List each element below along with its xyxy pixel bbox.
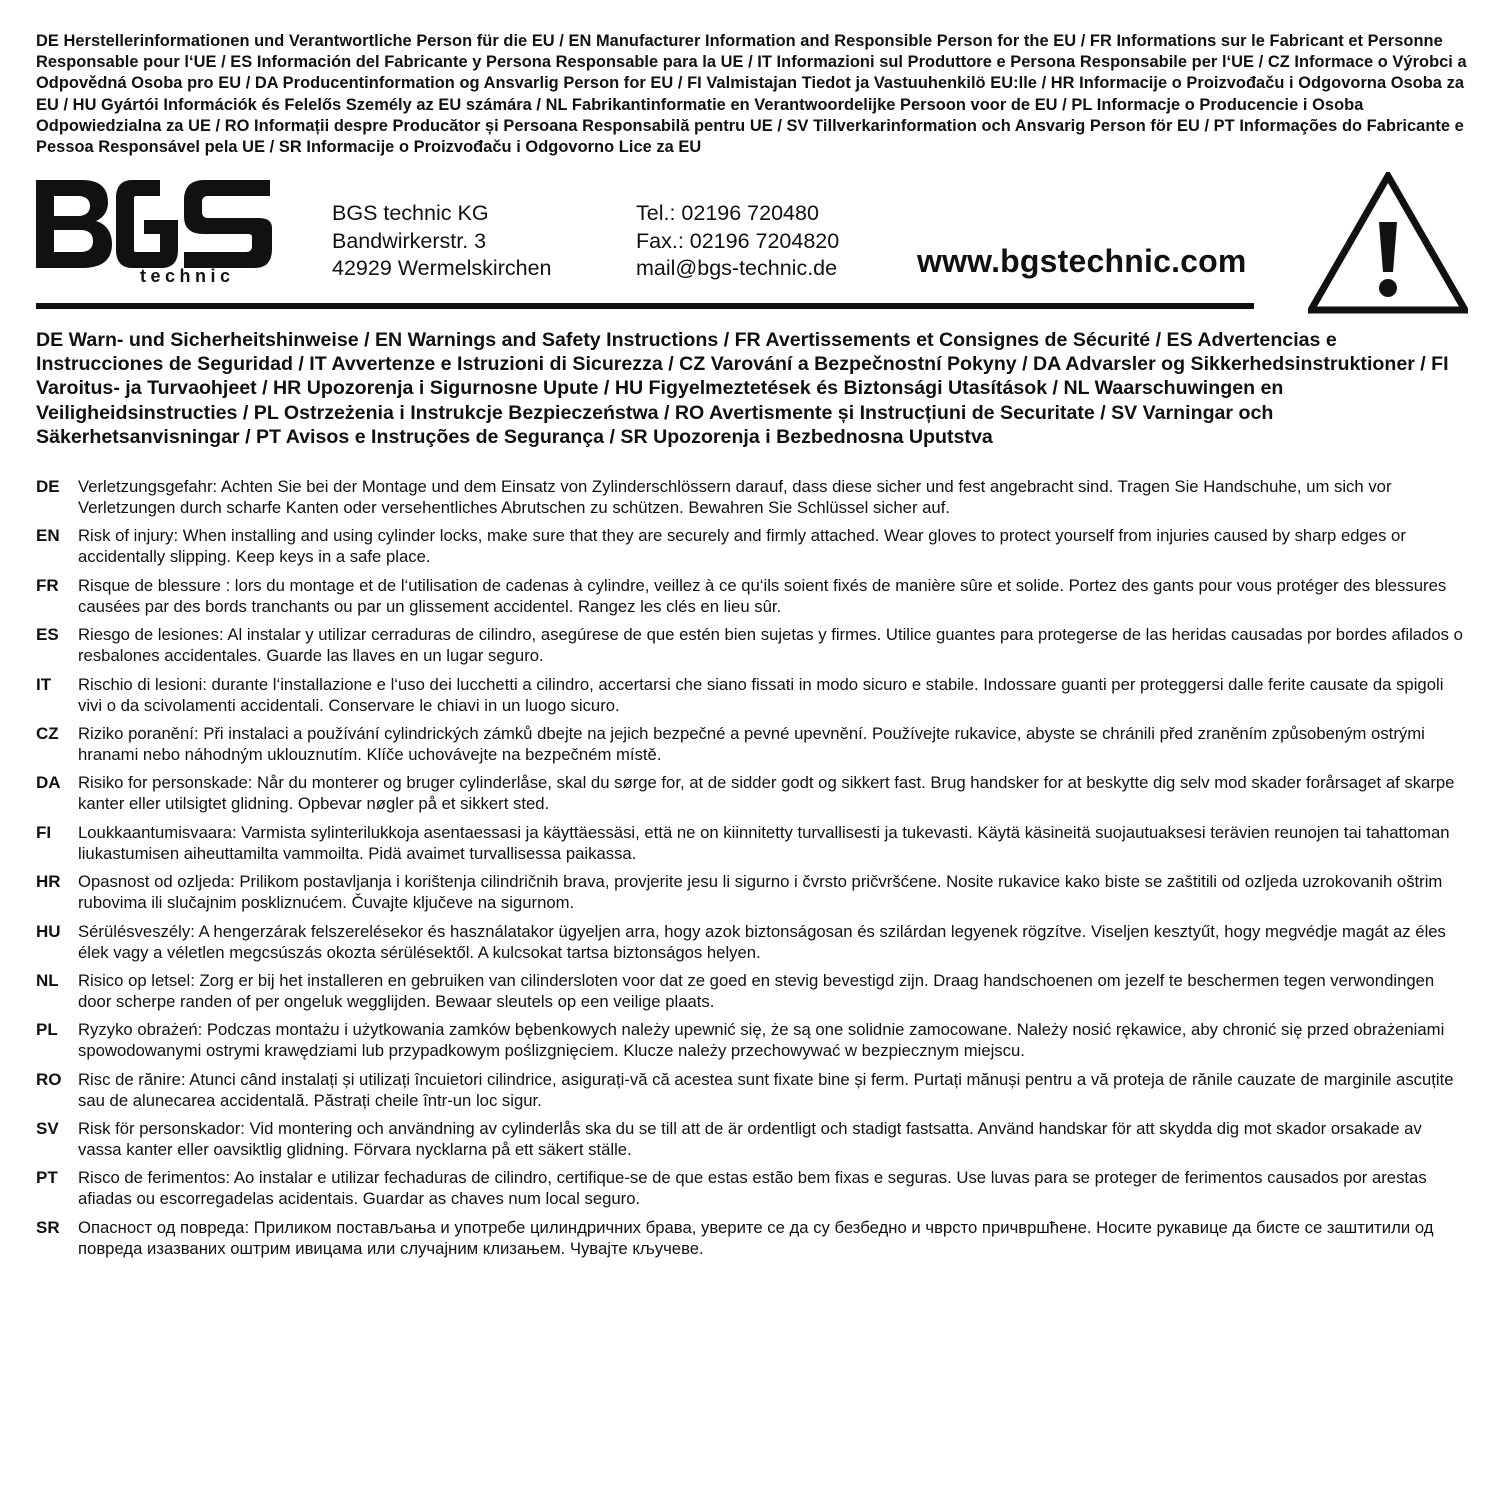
warning-text: Rischio di lesioni: durante l‘installazione e l‘uso dei lucchetti a cilindro, accertarsi che siano fissati in modo sicuro e stabile. Indossare guanti per proteggersi dalle ferite causate da spigoli vivi o da scivolamenti accidentali. Conservare le chiavi in un luogo sicuro. <box>78 674 1444 715</box>
warning-text: Loukkaantumisvaara: Varmista sylinterilukkoja asentaessasi ja käyttäessäsi, että ne on kiinnitetty turvallisesti ja tukevasti. Käytä käsineitä suojautuaksesi terävien reunojen tai tahattoman liukastumisen aiheuttamilta vammoilta. Pidä avaimet turvallisessa paikassa. <box>78 822 1450 863</box>
email-address[interactable]: mail@bgs-technic.de <box>636 256 838 280</box>
header-divider <box>36 303 1254 309</box>
language-code: PT <box>36 1168 58 1188</box>
list-item <box>36 723 1468 765</box>
warning-text: Risico op letsel: Zorg er bij het installeren en gebruiken van cilindersloten voor dat ze goed en stevig bevestigd zijn. Draag handschoenen om jezelf te beschermen tegen verwondingen door scherpe randen of per ongeluk wegglijden. Bewaar sleutels op een veilige plaats. <box>78 970 1435 1011</box>
logo-subtext: technic <box>140 266 235 284</box>
list-item <box>36 674 1468 716</box>
list-item <box>36 970 1468 1012</box>
list-item <box>36 624 1468 666</box>
list-item <box>36 1167 1468 1209</box>
list-item <box>36 476 1468 518</box>
language-code: CZ <box>36 723 59 743</box>
manufacturer-info-heading: DE Herstellerinformationen und Verantwortliche Person für die EU / EN Manufacturer Information and Responsible Person for the EU / FR Informations sur le Fabricant et Personne Responsable pour l‘UE / ES Información del Fabricante y Persona Responsable para la UE / IT Informazioni sul Produttore e Persona Responsabile per l‘UE / CZ Informace o Výrobci a Odpovědná Osoba pro EU / DA Producentinformation og Ansvarlig Person for EU / FI Valmistajan Tiedot ja Vastuuhenkilö EU:lle / HR Informacije o Proizvođaču i Odgovorna Osoba za EU / HU Gyártói Információk és Felelős Személy az EU számára / NL Fabrikantinformatie en Verantwoordelijke Persoon voor de EU / PL Informacje o Producencie i Osoba Odpowiedzialna za UE / RO Informații despre Producător și Persoana Responsabilă pentru UE / SV Tillverkarinformation och Ansvarig Person för EU / PT Informações do Fabricante e Pessoa Responsável pela UE / SR Informacije o Proizvođaču i Odgovorno Lice za EU <box>36 32 1467 157</box>
language-code: ES <box>36 625 59 645</box>
fax-number: Fax.: 02196 7204820 <box>636 228 840 253</box>
warning-text: Ryzyko obrażeń: Podczas montażu i użytkowania zamków bębenkowych należy upewnić się, że są one solidnie zamocowane. Należy nosić rękawice, aby chronić się przed obrażeniami spowodowanymi ostrymi krawędziami lub przypadkowym poślizgnięciem. Klucze należy przechowywać w bezpiecznym miejscu. <box>78 1020 1445 1061</box>
language-code: FR <box>36 575 59 595</box>
list-item <box>36 575 1468 617</box>
company-street: Bandwirkerstr. 3 <box>332 228 487 253</box>
language-code: HR <box>36 872 61 892</box>
warning-text: Risco de ferimentos: Ao instalar e utilizar fechaduras de cilindro, certifique-se de que estas estão bem fixas e seguras. Use luvas para se proteger de ferimentos causados por arestas afiadas ou escorregadelas acidentais. Guardar as chaves num local seguro. <box>78 1168 1427 1209</box>
list-item <box>36 871 1468 913</box>
company-city: 42929 Wermelskirchen <box>332 256 552 280</box>
warning-text: Risc de rănire: Atunci când instalați și utilizați încuietori cilindrice, asigurați-vă că acestea sunt fixate bine și ferm. Purtați mănuși pentru a vă proteja de rănile cauzate de marginile ascuțite sau de alunecarea accidentală. Păstrați cheile într-un loc sigur. <box>78 1069 1454 1110</box>
registered-mark: ® <box>258 178 272 194</box>
list-item <box>36 772 1468 814</box>
warning-text: Riziko poranění: Při instalaci a používání cylindrických zámků dbejte na jejich bezpečné a pevné upevnění. Používejte rukavice, abyste se chránili před zraněním způsobeným ostrými hranami nebo náhodným uklouznutím. Klíče uchovávejte na bezpečném místě. <box>78 723 1425 764</box>
warning-text: Riesgo de lesiones: Al instalar y utilizar cerraduras de cilindro, asegúrese de que estén bien sujetas y firmes. Utilice guantes para protegerse de las heridas causadas por bordes afilados o resbalones accidentales. Guarde las llaves en un lugar seguro. <box>78 625 1463 666</box>
list-item <box>36 1069 1468 1111</box>
company-address <box>332 200 551 283</box>
warning-text: Опасност од повреда: Приликом постављања и употребе цилиндричних брава, уверите се да су безбедно и чврсто причвршћене. Носите рукавице да бисте се заштитили од повреда изазваних оштрим ивицама или случајним клизањем. Чувајте кључеве. <box>78 1217 1434 1258</box>
warning-text: Sérülésveszély: A hengerzárak felszerelésekor és használatakor ügyeljen arra, hogy azok biztonságosan és szilárdan legyenek rögzítve. Viseljen kesztyűt, hogy megvédje magát az éles élek vagy a véletlen megcsúszás okozta sérülésektől. A kulcsokat tartsa biztonságos helyen. <box>78 921 1446 962</box>
language-code: PL <box>36 1020 58 1040</box>
list-item <box>36 525 1468 567</box>
warnings-list <box>36 476 1468 1266</box>
language-code: SR <box>36 1217 60 1237</box>
warning-text: Risk of injury: When installing and using cylinder locks, make sure that they are securely and firmly attached. Wear gloves to protect yourself from injuries caused by sharp edges or accidentally slipping. Keep keys in a safe place. <box>78 526 1406 567</box>
list-item <box>36 1217 1468 1259</box>
language-code: IT <box>36 674 52 694</box>
language-code: DA <box>36 773 61 793</box>
company-contact <box>636 200 839 283</box>
phone-number: Tel.: 02196 720480 <box>636 201 819 225</box>
language-code: SV <box>36 1119 59 1139</box>
list-item <box>36 1118 1468 1160</box>
warning-text: Risk för personskador: Vid montering och användning av cylinderlås ska du se till att de är ordentligt och stadigt fastsatta. Använd handskar för att skydda dig mot skador orsakade av vassa kanter eller oavsiktlig glidning. Förvara nycklarna på ett säkert ställe. <box>78 1119 1422 1160</box>
warning-text: Opasnost od ozljeda: Prilikom postavljanja i korištenja cilindričnih brava, provjerite jesu li sigurno i čvrsto pričvršćene. Nosite rukavice kako biste se zaštitili od ozljeda uzrokovanih oštrim rubovima ili slučajnim poskliznućem. Čuvajte ključeve na sigurnom. <box>78 872 1443 913</box>
warnings-section-title: DE Warn- und Sicherheitshinweise / EN Warnings and Safety Instructions / FR Avertissements et Consignes de Sécurité / ES Advertencias e Instrucciones de Seguridad / IT Avvertenze e Istruzioni di Sicurezza / CZ Varování a Bezpečnostní Pokyny / DA Advarsler og Sikkerhedsinstruktioner / FI Varoitus- ja Turvaohjeet / HR Upozorenja i Sigurnosne Upute / HU Figyelmeztetések és Biztonsági Utasítások / NL Waarschuwingen en Veiligheidsinstructies / PL Ostrzeżenia i Instrukcje Bezpieczeństwa / RO Avertismente și Instrucțiuni de Securitate / SV Varningar och Säkerhetsanvisningar / PT Avisos e Instruções de Segurança / SR Upozorenja i Bezbednosna Uputstva <box>36 329 1449 448</box>
warning-text: Verletzungsgefahr: Achten Sie bei der Montage und dem Einsatz von Zylinderschlössern darauf, dass diese sicher und fest angebracht sind. Tragen Sie Handschuhe, um sich vor Verletzungen durch scharfe Kanten oder versehentliches Abrutschen zu schützen. Bewahren Sie Schlüssel sicher auf. <box>78 477 1392 517</box>
company-name: BGS technic KG <box>332 201 489 225</box>
language-code: EN <box>36 526 60 546</box>
list-item <box>36 822 1468 864</box>
language-code: FI <box>36 822 52 842</box>
language-code: NL <box>36 970 59 990</box>
bgs-technic-logo <box>36 172 276 284</box>
warning-triangle-icon <box>1308 172 1468 314</box>
list-item <box>36 921 1468 963</box>
language-code: RO <box>36 1069 62 1089</box>
warning-text: Risque de blessure : lors du montage et de l‘utilisation de cadenas à cylindre, veillez à ce qu‘ils soient fixés de manière sûre et solide. Portez des gants pour vous protéger des blessures causées par des bords tranchants ou par un glissement accidentel. Rangez les clés en lieu sûr. <box>78 575 1447 616</box>
website-link[interactable]: www.bgstechnic.com <box>917 243 1247 279</box>
warning-text: Risiko for personskade: Når du monterer og bruger cylinderlåse, skal du sørge for, at de sidder godt og sikkert fast. Brug handsker for at beskytte dig selv mod skader forårsaget af skarpe kanter eller utilsigtet glidning. Opbevar nøgler på et sikkert sted. <box>78 773 1455 814</box>
list-item <box>36 1019 1468 1061</box>
language-code: HU <box>36 921 61 941</box>
language-code: DE <box>36 477 60 496</box>
